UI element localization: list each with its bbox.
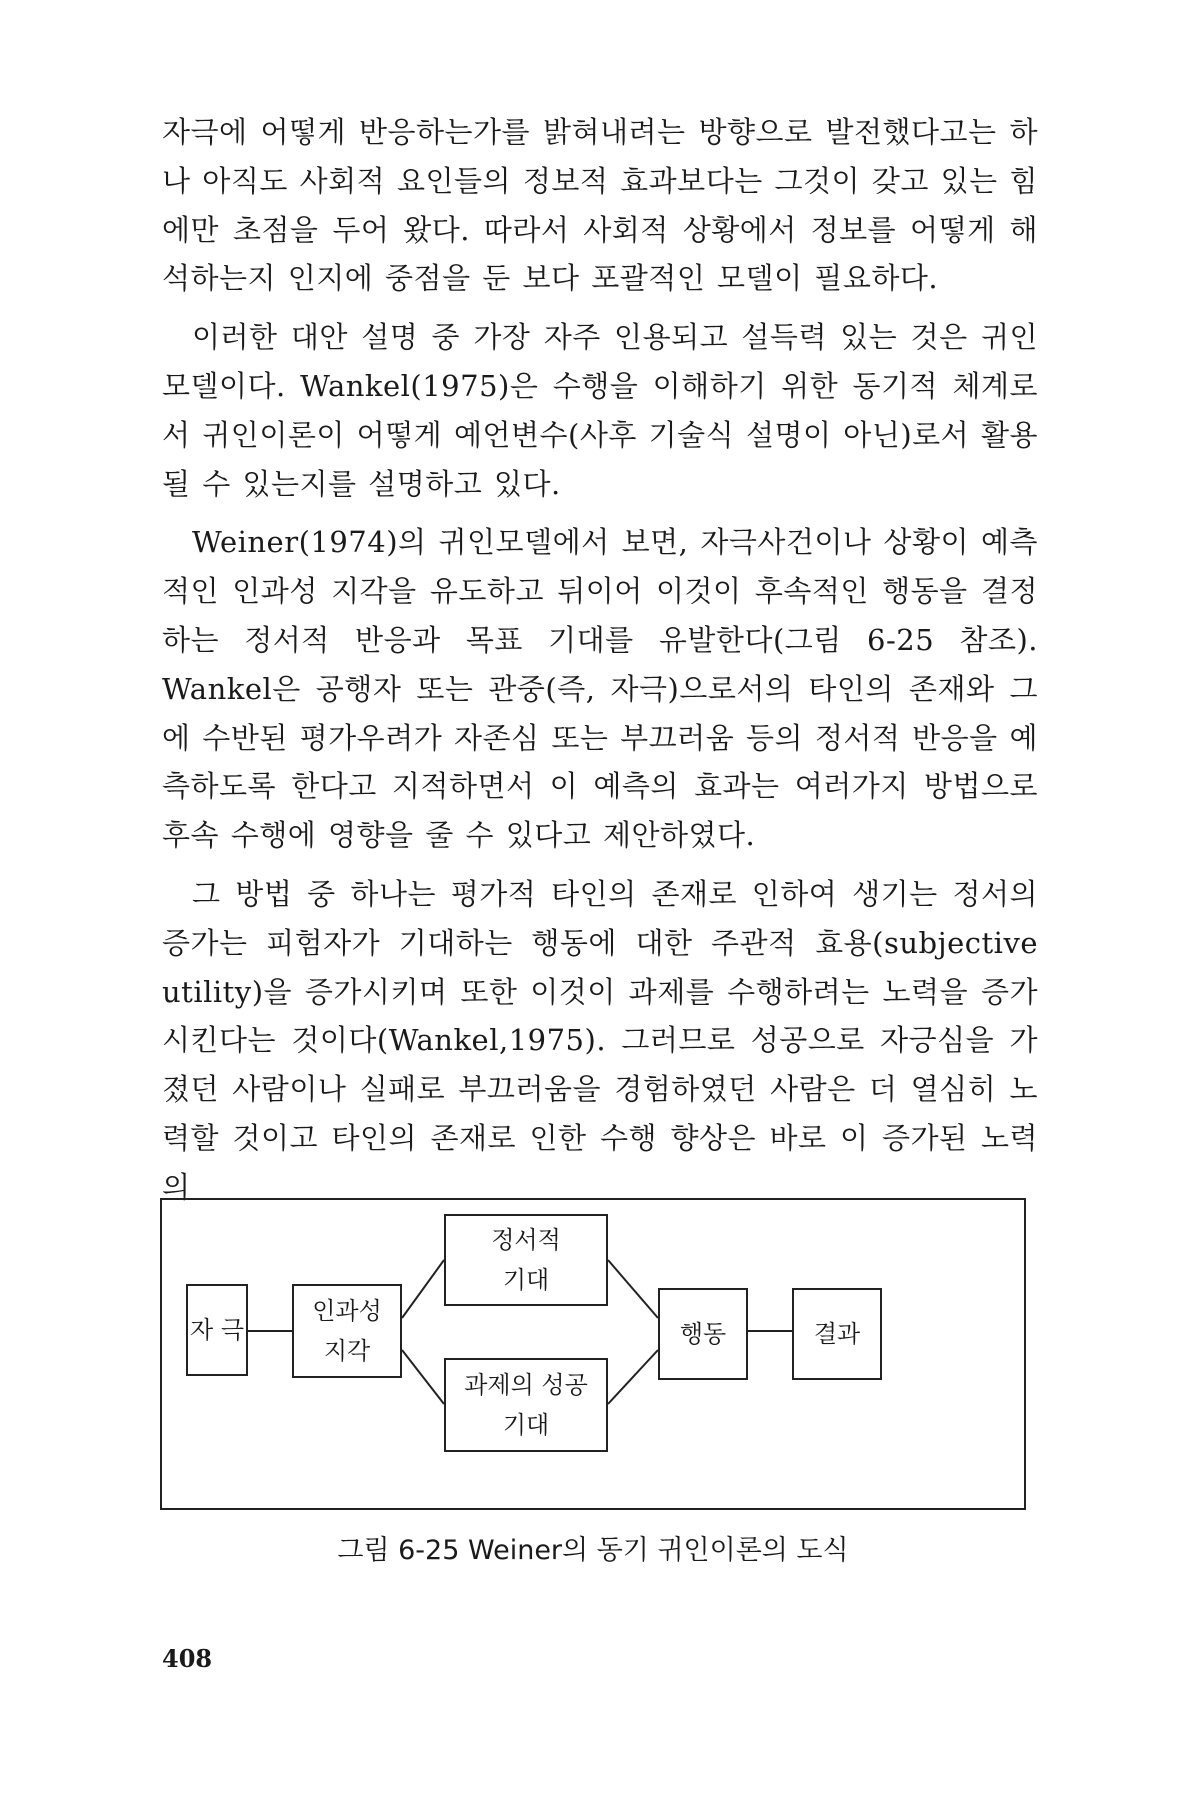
behavior-label: 행동 xyxy=(679,1320,727,1348)
connector-success-behavior xyxy=(608,1350,658,1404)
task-success-expectation-box xyxy=(444,1358,608,1452)
attribution-label-line1: 인과성 xyxy=(312,1297,382,1325)
emotion-label-line1: 정서적 xyxy=(491,1226,561,1254)
connector-attribution-emotion xyxy=(402,1260,444,1318)
body-text xyxy=(162,108,1038,1222)
causal-attribution-box xyxy=(292,1284,402,1378)
paragraph-2: 이러한 대안 설명 중 가장 자주 인용되고 설득력 있는 것은 귀인모델이다. Wankel(1975)은 수행을 이해하기 위한 동기적 체계로서 귀인이론이 어떻게 예언변수(사후 기술식 설명이 아닌)로서 활용될 수 있는지를 설명하고 있다. xyxy=(162,320,1038,501)
emotion-label-line2: 기대 xyxy=(502,1266,550,1294)
page-number: 408 xyxy=(162,1644,213,1673)
stimulus-box xyxy=(186,1284,248,1376)
result-box xyxy=(792,1288,882,1380)
attribution-model-diagram xyxy=(160,1198,1026,1510)
success-label-line1: 과제의 성공 xyxy=(464,1371,588,1399)
figure-caption: 그림 6-25 Weiner의 동기 귀인이론의 도식 xyxy=(337,1535,849,1566)
emotional-expectation-box xyxy=(444,1214,608,1306)
paragraph-4: 그 방법 중 하나는 평가적 타인의 존재로 인하여 생기는 정서의 증가는 피험자가 기대하는 행동에 대한 주관적 효용(subjective utility)을 증가시키며 또한 이것이 과제를 수행하려는 노력을 증가시킨다는 것이다(Wankel,1975). 그러므로 성공으로 자긍심을 가졌던 사람이나 실패로 부끄러움을 경험하였던 사람은 더 열심히 노력할 것이고 타인의 존재로 인한 수행 향상은 바로 이 증가된 노력의 xyxy=(162,876,1038,1204)
connector-attribution-success xyxy=(402,1350,444,1404)
paragraph-1: 자극에 어떻게 반응하는가를 밝혀내려는 방향으로 발전했다고는 하나 아직도 사회적 요인들의 정보적 효과보다는 그것이 갖고 있는 힘에만 초점을 두어 왔다. 따라서 사회적 상황에서 정보를 어떻게 해석하는지 인지에 중점을 둔 보다 포괄적인 모델이 필요하다. xyxy=(162,115,1038,296)
paragraph-3: Weiner(1974)의 귀인모델에서 보면, 자극사건이나 상황이 예측적인 인과성 지각을 유도하고 뒤이어 이것이 후속적인 행동을 결정하는 정서적 반응과 목표 기대를 유발한다(그림 6-25 참조). Wankel은 공행자 또는 관중(즉, 자극)으로서의 타인의 존재와 그에 수반된 평가우려가 자존심 또는 부끄러움 등의 정서적 반응을 예측하도록 한다고 지적하면서 이 예측의 효과는 여러가지 방법으로 후속 수행에 영향을 줄 수 있다고 제안하였다. xyxy=(162,525,1038,853)
success-label-line2: 기대 xyxy=(502,1411,550,1439)
attribution-label-line2: 지각 xyxy=(323,1337,371,1365)
result-label: 결과 xyxy=(813,1320,861,1348)
stimulus-label: 자 극 xyxy=(190,1316,244,1344)
connector-emotion-behavior xyxy=(608,1260,658,1318)
behavior-box xyxy=(658,1288,748,1380)
